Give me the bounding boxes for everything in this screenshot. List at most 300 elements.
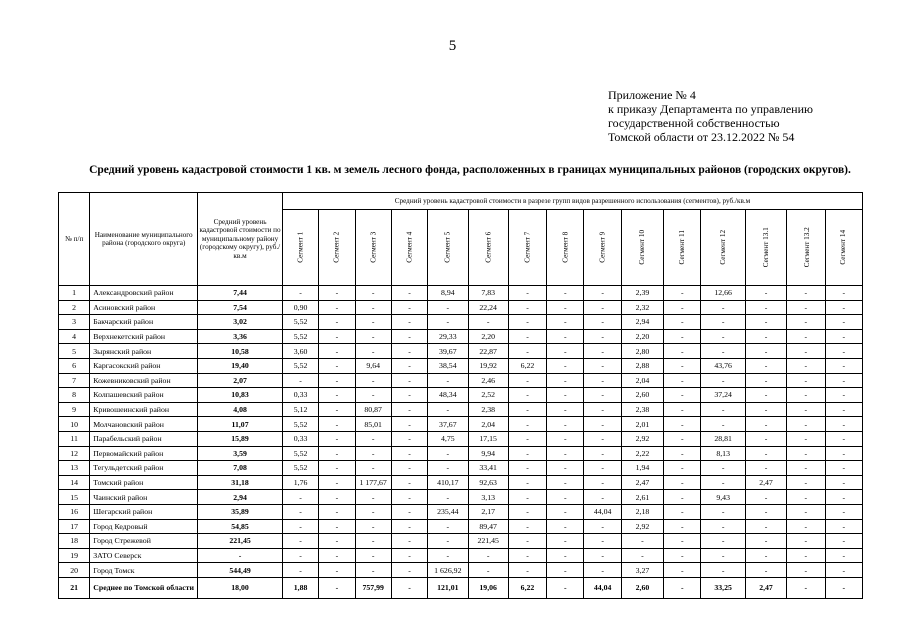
segment-value: 2,20: [468, 329, 508, 344]
segment-value: -: [701, 461, 745, 476]
segment-value: -: [787, 300, 825, 315]
segment-value: 5,52: [282, 461, 318, 476]
page-number: 5: [448, 38, 457, 54]
segment-value: -: [391, 315, 427, 330]
segment-value: -: [745, 446, 786, 461]
segment-header-label: Сегмент 8: [561, 231, 570, 264]
district-name: Город Томск: [90, 563, 198, 578]
segment-header-label: Сегмент 6: [483, 231, 492, 264]
segment-value: -: [428, 534, 468, 549]
table-row: [59, 548, 863, 563]
segment-value: -: [745, 563, 786, 578]
segment-value: 221,45: [468, 534, 508, 549]
segment-value: 1 177,67: [355, 475, 391, 490]
segment-value: 43,76: [701, 358, 745, 373]
segment-value: 92,63: [468, 475, 508, 490]
segment-value: 7,83: [468, 286, 508, 301]
segment-value: 39,67: [428, 344, 468, 359]
segment-value: -: [428, 548, 468, 563]
segment-value: 2,60: [621, 388, 663, 403]
segment-value: -: [664, 373, 701, 388]
district-average: 2,94: [198, 490, 283, 505]
segment-value: -: [825, 300, 862, 315]
table-row: [59, 388, 863, 403]
segment-value: -: [355, 534, 391, 549]
segment-value: -: [508, 373, 546, 388]
segment-value: -: [391, 373, 427, 388]
segment-value: -: [825, 577, 862, 598]
table-row: [59, 358, 863, 373]
segment-value: 33,41: [468, 461, 508, 476]
segment-value: -: [787, 490, 825, 505]
table-row: [59, 563, 863, 578]
segment-value: -: [825, 417, 862, 432]
segment-value: -: [282, 504, 318, 519]
district-name: Первомайский район: [90, 446, 198, 461]
segment-value: -: [584, 417, 621, 432]
segment-value: -: [787, 315, 825, 330]
table-row: [59, 286, 863, 301]
segment-value: -: [319, 446, 355, 461]
segment-value: -: [391, 300, 427, 315]
segment-value: -: [787, 563, 825, 578]
segment-header-label: Сегмент 4: [405, 231, 414, 264]
segment-value: -: [355, 373, 391, 388]
segment-value: -: [355, 504, 391, 519]
segment-value: 12,66: [701, 286, 745, 301]
segment-value: -: [664, 490, 701, 505]
segment-value: -: [391, 490, 427, 505]
segment-header: [584, 210, 621, 286]
table-row: [59, 344, 863, 359]
district-average: -: [198, 548, 283, 563]
segment-value: -: [664, 402, 701, 417]
segment-value: 1,94: [621, 461, 663, 476]
segment-value: -: [664, 577, 701, 598]
appendix-line: государственной собственностью: [608, 116, 780, 130]
segment-value: 44,04: [584, 577, 621, 598]
segment-value: -: [745, 402, 786, 417]
segment-value: -: [319, 373, 355, 388]
segment-value: -: [547, 373, 584, 388]
table-row: [59, 431, 863, 446]
segment-value: -: [584, 475, 621, 490]
segment-value: -: [508, 329, 546, 344]
segment-value: -: [282, 534, 318, 549]
segment-value: -: [508, 388, 546, 403]
row-number: 18: [59, 534, 90, 549]
segment-header-label: Сегмент 12: [718, 230, 727, 265]
segment-value: -: [664, 417, 701, 432]
district-average: 3,02: [198, 315, 283, 330]
segment-value: -: [584, 490, 621, 505]
segment-value: -: [547, 402, 584, 417]
district-name: Парабельский район: [90, 431, 198, 446]
segment-value: -: [745, 534, 786, 549]
segment-value: -: [319, 534, 355, 549]
segment-value: -: [745, 490, 786, 505]
segment-value: 9,43: [701, 490, 745, 505]
segment-value: -: [664, 504, 701, 519]
segment-value: -: [547, 475, 584, 490]
segment-value: -: [547, 577, 584, 598]
segment-value: -: [391, 388, 427, 403]
segment-value: -: [787, 446, 825, 461]
segment-value: -: [825, 490, 862, 505]
segment-value: 6,22: [508, 577, 546, 598]
district-name: Колпашевский район: [90, 388, 198, 403]
segment-value: -: [391, 548, 427, 563]
segment-value: -: [787, 388, 825, 403]
segment-value: 2,88: [621, 358, 663, 373]
segment-value: 410,17: [428, 475, 468, 490]
district-name: Кожевниковский район: [90, 373, 198, 388]
row-number: 10: [59, 417, 90, 432]
segment-value: -: [584, 519, 621, 534]
segment-value: -: [391, 534, 427, 549]
segment-value: -: [584, 344, 621, 359]
segment-value: -: [547, 563, 584, 578]
segment-value: -: [787, 548, 825, 563]
document-title: Средний уровень кадастровой стоимости 1 кв. м земель лесного фонда, расположенных в границах муниципальных районов (городских округов).: [89, 164, 851, 176]
district-name: Город Стрежевой: [90, 534, 198, 549]
segment-value: -: [664, 358, 701, 373]
segment-value: -: [787, 286, 825, 301]
segment-value: -: [282, 548, 318, 563]
segment-value: -: [508, 461, 546, 476]
table-row: [59, 446, 863, 461]
segment-value: -: [825, 344, 862, 359]
segment-value: 1,76: [282, 475, 318, 490]
segment-value: -: [391, 358, 427, 373]
segment-value: 33,25: [701, 577, 745, 598]
segment-value: -: [664, 315, 701, 330]
segment-header: [428, 210, 468, 286]
segment-value: 5,52: [282, 315, 318, 330]
district-average: 18,00: [198, 577, 283, 598]
district-name: Город Кедровый: [90, 519, 198, 534]
row-number: 17: [59, 519, 90, 534]
segment-value: -: [282, 490, 318, 505]
segment-value: 28,81: [701, 431, 745, 446]
segment-value: 9,94: [468, 446, 508, 461]
district-name: Молчановский район: [90, 417, 198, 432]
segment-value: -: [787, 577, 825, 598]
segment-value: -: [825, 431, 862, 446]
segment-value: -: [701, 417, 745, 432]
segment-value: -: [745, 315, 786, 330]
segment-value: -: [508, 519, 546, 534]
segment-value: -: [508, 286, 546, 301]
row-number: 16: [59, 504, 90, 519]
segment-header: [787, 210, 825, 286]
table-row: [59, 300, 863, 315]
segment-value: -: [428, 446, 468, 461]
segment-value: -: [547, 504, 584, 519]
segment-header: [468, 210, 508, 286]
segment-value: -: [664, 519, 701, 534]
segment-value: -: [584, 446, 621, 461]
segment-value: -: [355, 300, 391, 315]
segment-header: [547, 210, 584, 286]
row-number: 20: [59, 563, 90, 578]
segment-value: -: [825, 548, 862, 563]
segment-value: 89,47: [468, 519, 508, 534]
segment-value: -: [547, 446, 584, 461]
segment-value: -: [319, 431, 355, 446]
segment-value: -: [508, 344, 546, 359]
segment-value: 2,38: [468, 402, 508, 417]
segment-header-label: Сегмент 2: [332, 231, 341, 264]
segment-value: -: [701, 329, 745, 344]
district-name: Томский район: [90, 475, 198, 490]
segment-value: -: [282, 519, 318, 534]
segment-header-label: Сегмент 10: [638, 230, 647, 265]
district-average: 2,07: [198, 373, 283, 388]
segment-header: [825, 210, 862, 286]
district-name: Тегульдетский район: [90, 461, 198, 476]
segment-value: -: [825, 534, 862, 549]
table-row: [59, 475, 863, 490]
segment-value: -: [508, 300, 546, 315]
segment-value: -: [319, 461, 355, 476]
segment-value: -: [787, 475, 825, 490]
segment-value: -: [745, 344, 786, 359]
segment-value: -: [701, 344, 745, 359]
segment-value: 22,24: [468, 300, 508, 315]
segment-value: -: [282, 373, 318, 388]
segment-value: 6,22: [508, 358, 546, 373]
segment-header-label: Сегмент 9: [598, 231, 607, 264]
segment-value: -: [825, 402, 862, 417]
segment-header: [508, 210, 546, 286]
segment-value: -: [584, 563, 621, 578]
segment-value: -: [584, 402, 621, 417]
segment-value: 2,92: [621, 431, 663, 446]
segment-value: -: [664, 446, 701, 461]
segment-value: -: [745, 504, 786, 519]
segment-value: 235,44: [428, 504, 468, 519]
segment-header: [745, 210, 786, 286]
district-average: 7,54: [198, 300, 283, 315]
segment-value: -: [355, 315, 391, 330]
segment-value: -: [319, 475, 355, 490]
segment-value: 2,18: [621, 504, 663, 519]
segment-value: -: [391, 417, 427, 432]
segment-value: -: [787, 329, 825, 344]
segment-value: -: [745, 373, 786, 388]
segment-value: -: [584, 373, 621, 388]
segment-value: 29,33: [428, 329, 468, 344]
segment-value: -: [508, 431, 546, 446]
segment-value: -: [319, 417, 355, 432]
segment-value: -: [547, 461, 584, 476]
segment-value: -: [825, 373, 862, 388]
segment-value: -: [745, 417, 786, 432]
segment-value: -: [319, 504, 355, 519]
row-number: 5: [59, 344, 90, 359]
segment-value: -: [701, 315, 745, 330]
segment-value: -: [355, 431, 391, 446]
table-header-row: [59, 193, 863, 210]
segment-value: -: [787, 402, 825, 417]
header-num: № п/п: [59, 193, 90, 286]
segment-value: -: [391, 344, 427, 359]
segment-value: -: [319, 300, 355, 315]
appendix-line: к приказу Департамента по управлению: [608, 102, 813, 116]
segment-value: -: [701, 519, 745, 534]
segment-value: 2,22: [621, 446, 663, 461]
segment-value: -: [825, 388, 862, 403]
segment-value: 2,17: [468, 504, 508, 519]
segment-value: -: [584, 300, 621, 315]
district-average: 3,59: [198, 446, 283, 461]
segment-value: -: [584, 461, 621, 476]
segment-value: -: [701, 475, 745, 490]
segment-value: -: [787, 431, 825, 446]
segment-value: -: [745, 358, 786, 373]
appendix-header: [608, 88, 813, 144]
row-number: 6: [59, 358, 90, 373]
segment-value: 0,33: [282, 431, 318, 446]
row-number: 13: [59, 461, 90, 476]
segment-value: -: [508, 446, 546, 461]
segment-value: -: [701, 534, 745, 549]
row-number: 14: [59, 475, 90, 490]
row-number: 11: [59, 431, 90, 446]
segment-value: -: [355, 519, 391, 534]
district-name: Кривошеинский район: [90, 402, 198, 417]
segment-value: -: [428, 402, 468, 417]
segment-header: [282, 210, 318, 286]
segment-value: 2,04: [621, 373, 663, 388]
segment-value: -: [428, 490, 468, 505]
segment-value: -: [355, 388, 391, 403]
segment-value: -: [664, 461, 701, 476]
segment-value: 19,06: [468, 577, 508, 598]
segment-value: -: [825, 519, 862, 534]
cadastral-value-table: [58, 192, 863, 599]
segment-value: 19,92: [468, 358, 508, 373]
segment-value: 2,20: [621, 329, 663, 344]
table-row: [59, 373, 863, 388]
segment-value: -: [787, 534, 825, 549]
segment-value: -: [508, 534, 546, 549]
segment-value: -: [825, 461, 862, 476]
segment-value: 37,67: [428, 417, 468, 432]
segment-value: -: [391, 563, 427, 578]
segment-value: -: [664, 431, 701, 446]
segment-value: -: [787, 358, 825, 373]
table-row: [59, 519, 863, 534]
segment-value: -: [547, 329, 584, 344]
segment-value: -: [319, 577, 355, 598]
segment-value: -: [547, 344, 584, 359]
segment-header: [701, 210, 745, 286]
segment-value: -: [664, 563, 701, 578]
district-name: Зырянский район: [90, 344, 198, 359]
segment-value: 2,01: [621, 417, 663, 432]
district-name: Верхнекетский район: [90, 329, 198, 344]
segment-value: -: [547, 315, 584, 330]
segment-value: -: [391, 461, 427, 476]
segment-value: -: [745, 431, 786, 446]
segment-value: -: [319, 388, 355, 403]
segment-value: 3,27: [621, 563, 663, 578]
district-average: 544,49: [198, 563, 283, 578]
district-average: 10,83: [198, 388, 283, 403]
district-average: 221,45: [198, 534, 283, 549]
row-number: 8: [59, 388, 90, 403]
segment-value: -: [584, 534, 621, 549]
segment-value: -: [745, 461, 786, 476]
segment-value: 17,15: [468, 431, 508, 446]
segment-value: -: [391, 431, 427, 446]
district-average: 4,08: [198, 402, 283, 417]
segment-value: 38,54: [428, 358, 468, 373]
segment-value: -: [428, 373, 468, 388]
segment-value: -: [825, 286, 862, 301]
segment-value: -: [701, 373, 745, 388]
segment-value: -: [508, 315, 546, 330]
segment-header-label: Сегмент 1: [296, 231, 305, 264]
segment-value: 2,32: [621, 300, 663, 315]
segment-header: [391, 210, 427, 286]
segment-value: -: [391, 446, 427, 461]
segment-value: -: [355, 563, 391, 578]
district-name: Асиновский район: [90, 300, 198, 315]
district-average: 7,08: [198, 461, 283, 476]
segment-value: -: [787, 373, 825, 388]
segment-value: 85,01: [355, 417, 391, 432]
segment-value: 757,99: [355, 577, 391, 598]
row-number: 3: [59, 315, 90, 330]
segment-value: -: [547, 548, 584, 563]
segment-value: -: [355, 461, 391, 476]
segment-value: -: [664, 344, 701, 359]
table-row: [59, 329, 863, 344]
row-number: 4: [59, 329, 90, 344]
segment-value: -: [468, 563, 508, 578]
segment-value: -: [391, 519, 427, 534]
segment-value: -: [547, 417, 584, 432]
district-name: ЗАТО Северск: [90, 548, 198, 563]
segment-value: -: [428, 315, 468, 330]
segment-value: -: [547, 286, 584, 301]
row-number: 15: [59, 490, 90, 505]
segment-value: 5,12: [282, 402, 318, 417]
table-row: [59, 402, 863, 417]
segment-value: -: [319, 315, 355, 330]
segment-value: -: [547, 300, 584, 315]
table-row: [59, 504, 863, 519]
segment-value: 0,33: [282, 388, 318, 403]
segment-header-label: Сегмент 7: [523, 231, 532, 264]
segment-value: -: [319, 563, 355, 578]
row-number: 19: [59, 548, 90, 563]
segment-value: 3,60: [282, 344, 318, 359]
segment-value: 2,47: [745, 577, 786, 598]
segment-value: -: [547, 534, 584, 549]
segment-value: 5,52: [282, 417, 318, 432]
appendix-line: Приложение № 4: [608, 88, 696, 102]
district-average: 19,40: [198, 358, 283, 373]
segment-value: -: [355, 490, 391, 505]
segment-value: -: [787, 519, 825, 534]
segment-value: -: [584, 286, 621, 301]
segment-value: -: [391, 504, 427, 519]
segment-value: -: [787, 461, 825, 476]
